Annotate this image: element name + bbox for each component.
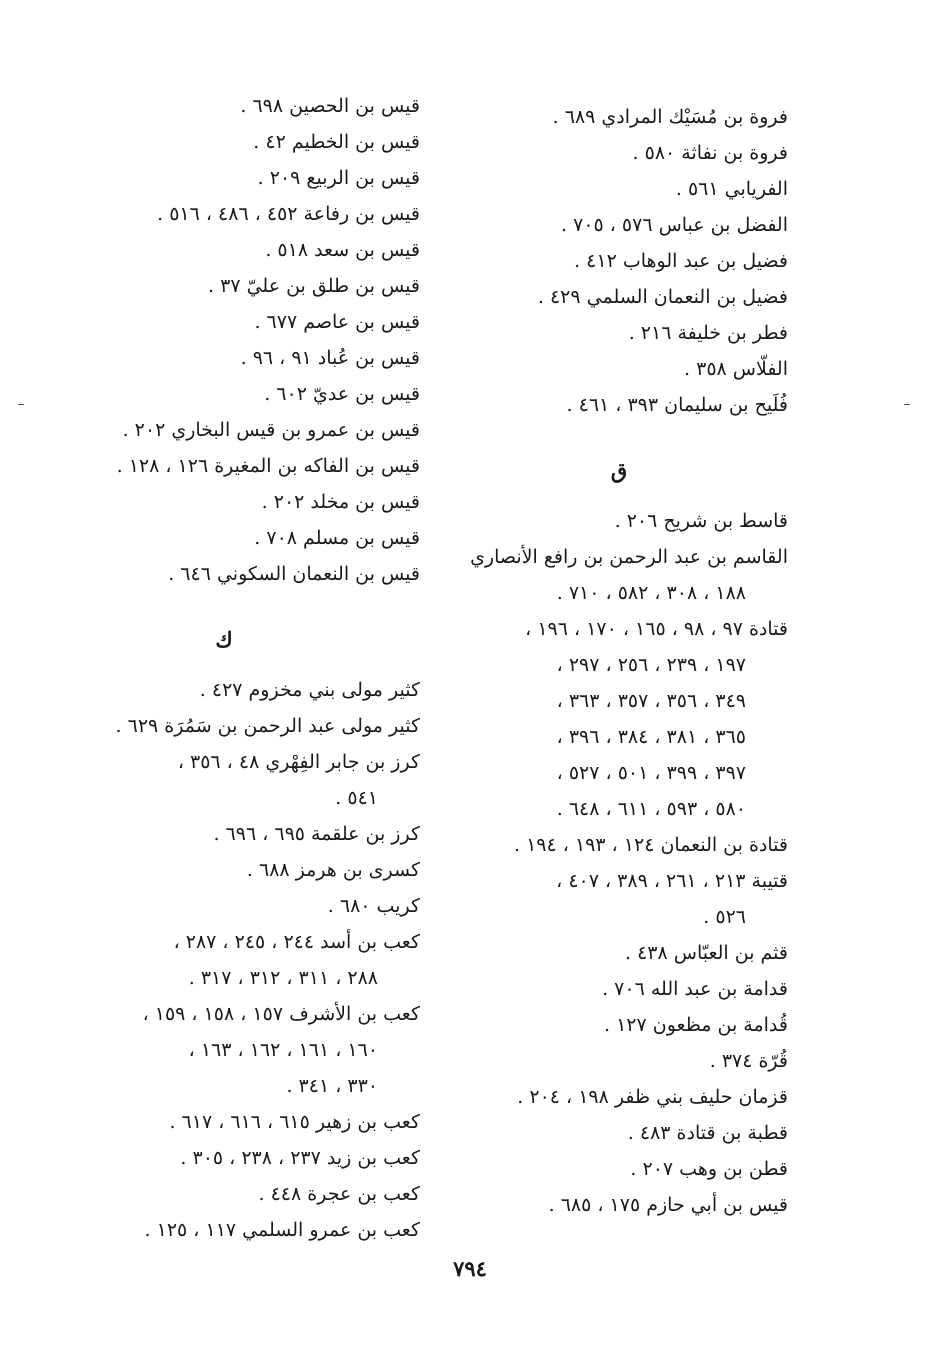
- index-column-right: [450, 99, 788, 1223]
- index-entry-continuation: ٣٦٥ ، ٣٨١ ، ٣٨٤ ، ٣٩٦ ،: [556, 726, 746, 748]
- index-entry: قيس بن النعمان السكوني ٦٤٦ .: [168, 563, 420, 585]
- index-entry-continuation: ٥٤١ .: [335, 787, 378, 809]
- index-entry: كعب بن الأشرف ١٥٧ ، ١٥٨ ، ١٥٩ ،: [142, 1003, 420, 1025]
- index-entry: قيس بن الفاكه بن المغيرة ١٢٦ ، ١٢٨ .: [116, 455, 420, 477]
- index-entry-continuation: ٥٢٦ .: [703, 906, 746, 928]
- index-entry: قيس بن سعد ٥١٨ .: [265, 239, 420, 261]
- scan-mark: [18, 404, 24, 405]
- index-column-left: [28, 88, 420, 1248]
- index-entry: قتادة بن النعمان ١٢٤ ، ١٩٣ ، ١٩٤ .: [514, 834, 788, 856]
- index-entry: قيس بن عاصم ٦٧٧ .: [254, 311, 420, 333]
- index-entry: فضيل بن النعمان السلمي ٤٢٩ .: [537, 286, 788, 308]
- index-entry: كرز بن علقمة ٦٩٥ ، ٦٩٦ .: [213, 823, 420, 845]
- index-entry-continuation: ٢٨٨ ، ٣١١ ، ٣١٢ ، ٣١٧ .: [188, 967, 378, 989]
- index-entry: قدامة بن عبد الله ٧٠٦ .: [602, 978, 788, 1000]
- index-entry: فضيل بن عبد الوهاب ٤١٢ .: [574, 250, 788, 272]
- index-entry: كثير مولى بني مخزوم ٤٢٧ .: [199, 679, 420, 701]
- section-heading-qaf: ق: [610, 458, 628, 483]
- index-entry: الفلّاس ٣٥٨ .: [684, 358, 788, 380]
- index-entry: كعب بن عمرو السلمي ١١٧ ، ١٢٥ .: [144, 1219, 420, 1241]
- index-entry: كثير مولى عبد الرحمن بن سَمُرَة ٦٢٩ .: [115, 715, 420, 737]
- index-entry: الفضل بن عباس ٥٧٦ ، ٧٠٥ .: [560, 214, 788, 236]
- index-entry: قيس بن طلق بن عليّ ٣٧ .: [208, 275, 420, 297]
- index-entry: قيس بن رفاعة ٤٥٢ ، ٤٨٦ ، ٥١٦ .: [157, 203, 420, 225]
- index-entry: قطبة بن قتادة ٤٨٣ .: [627, 1122, 788, 1144]
- page-number: ٧٩٤: [453, 1256, 487, 1281]
- index-entry: قيس بن الخطيم ٤٢ .: [253, 131, 420, 153]
- index-entry: كعب بن عجرة ٤٤٨ .: [258, 1183, 420, 1205]
- index-entry: قيس بن الحصين ٦٩٨ .: [240, 95, 420, 117]
- index-entry: قيس بن مخلد ٢٠٢ .: [261, 491, 420, 513]
- index-entry: كعب بن زهير ٦١٥ ، ٦١٦ ، ٦١٧ .: [169, 1111, 420, 1133]
- index-entry: كعب بن أسد ٢٤٤ ، ٢٤٥ ، ٢٨٧ ،: [173, 931, 420, 953]
- index-entry: قيس بن عُباد ٩١ ، ٩٦ .: [240, 347, 420, 369]
- index-entry: كعب بن زيد ٢٣٧ ، ٢٣٨ ، ٣٠٥ .: [180, 1147, 420, 1169]
- index-entry: فُلَيح بن سليمان ٣٩٣ ، ٤٦١ .: [566, 394, 788, 416]
- scan-mark: [904, 404, 910, 405]
- index-entry: قُدامة بن مظعون ١٢٧ .: [604, 1014, 788, 1036]
- index-entry: الفريابي ٥٦١ .: [675, 178, 788, 200]
- index-entry: فروة بن مُسَيْك المرادي ٦٨٩ .: [552, 106, 788, 128]
- index-entry: فروة بن نفاثة ٥٨٠ .: [632, 142, 788, 164]
- index-entry: فطر بن خليفة ٢١٦ .: [628, 322, 788, 344]
- index-entry: قُرّة ٣٧٤ .: [709, 1050, 788, 1072]
- index-entry-continuation: ٣٣٠ ، ٣٤١ .: [286, 1075, 378, 1097]
- index-entry: قتيبة ٢١٣ ، ٢٦١ ، ٣٨٩ ، ٤٠٧ ،: [556, 870, 788, 892]
- index-entry: قزمان حليف بني ظفر ١٩٨ ، ٢٠٤ .: [517, 1086, 788, 1108]
- index-entry: كسرى بن هرمز ٦٨٨ .: [246, 859, 420, 881]
- index-entry: قيس بن مسلم ٧٠٨ .: [254, 527, 420, 549]
- index-entry: قاسط بن شريح ٢٠٦ .: [614, 510, 788, 532]
- index-entry: قطن بن وهب ٢٠٧ .: [630, 1158, 788, 1180]
- index-entry-continuation: ١٨٨ ، ٣٠٨ ، ٥٨٢ ، ٧١٠ .: [556, 582, 746, 604]
- index-entry: قثم بن العبّاس ٤٣٨ .: [625, 942, 788, 964]
- index-entry-continuation: ١٦٠ ، ١٦١ ، ١٦٢ ، ١٦٣ ،: [188, 1039, 378, 1061]
- index-entry: قيس بن الربيع ٢٠٩ .: [257, 167, 420, 189]
- index-entry: قيس بن عديّ ٦٠٢ .: [264, 383, 420, 405]
- index-entry: قيس بن أبي حازم ١٧٥ ، ٦٨٥ .: [548, 1194, 788, 1216]
- index-entry: كرز بن جابر الفِهْري ٤٨ ، ٣٥٦ ،: [177, 751, 420, 773]
- index-entry: قتادة ٩٧ ، ٩٨ ، ١٦٥ ، ١٧٠ ، ١٩٦ ،: [525, 618, 788, 640]
- index-entry-continuation: ١٩٧ ، ٢٣٩ ، ٢٥٦ ، ٢٩٧ ،: [556, 654, 746, 676]
- index-entry-continuation: ٣٤٩ ، ٣٥٦ ، ٣٥٧ ، ٣٦٣ ،: [556, 690, 746, 712]
- index-entry: القاسم بن عبد الرحمن بن رافع الأنصاري: [470, 546, 788, 568]
- index-entry: كريب ٦٨٠ .: [327, 895, 420, 917]
- index-entry-continuation: ٣٩٧ ، ٣٩٩ ، ٥٠١ ، ٥٢٧ ،: [556, 762, 746, 784]
- section-heading-kaf: ك: [215, 627, 233, 652]
- index-entry: قيس بن عمرو بن قيس البخاري ٢٠٢ .: [122, 419, 420, 441]
- index-entry-continuation: ٥٨٠ ، ٥٩٣ ، ٦١١ ، ٦٤٨ .: [556, 798, 746, 820]
